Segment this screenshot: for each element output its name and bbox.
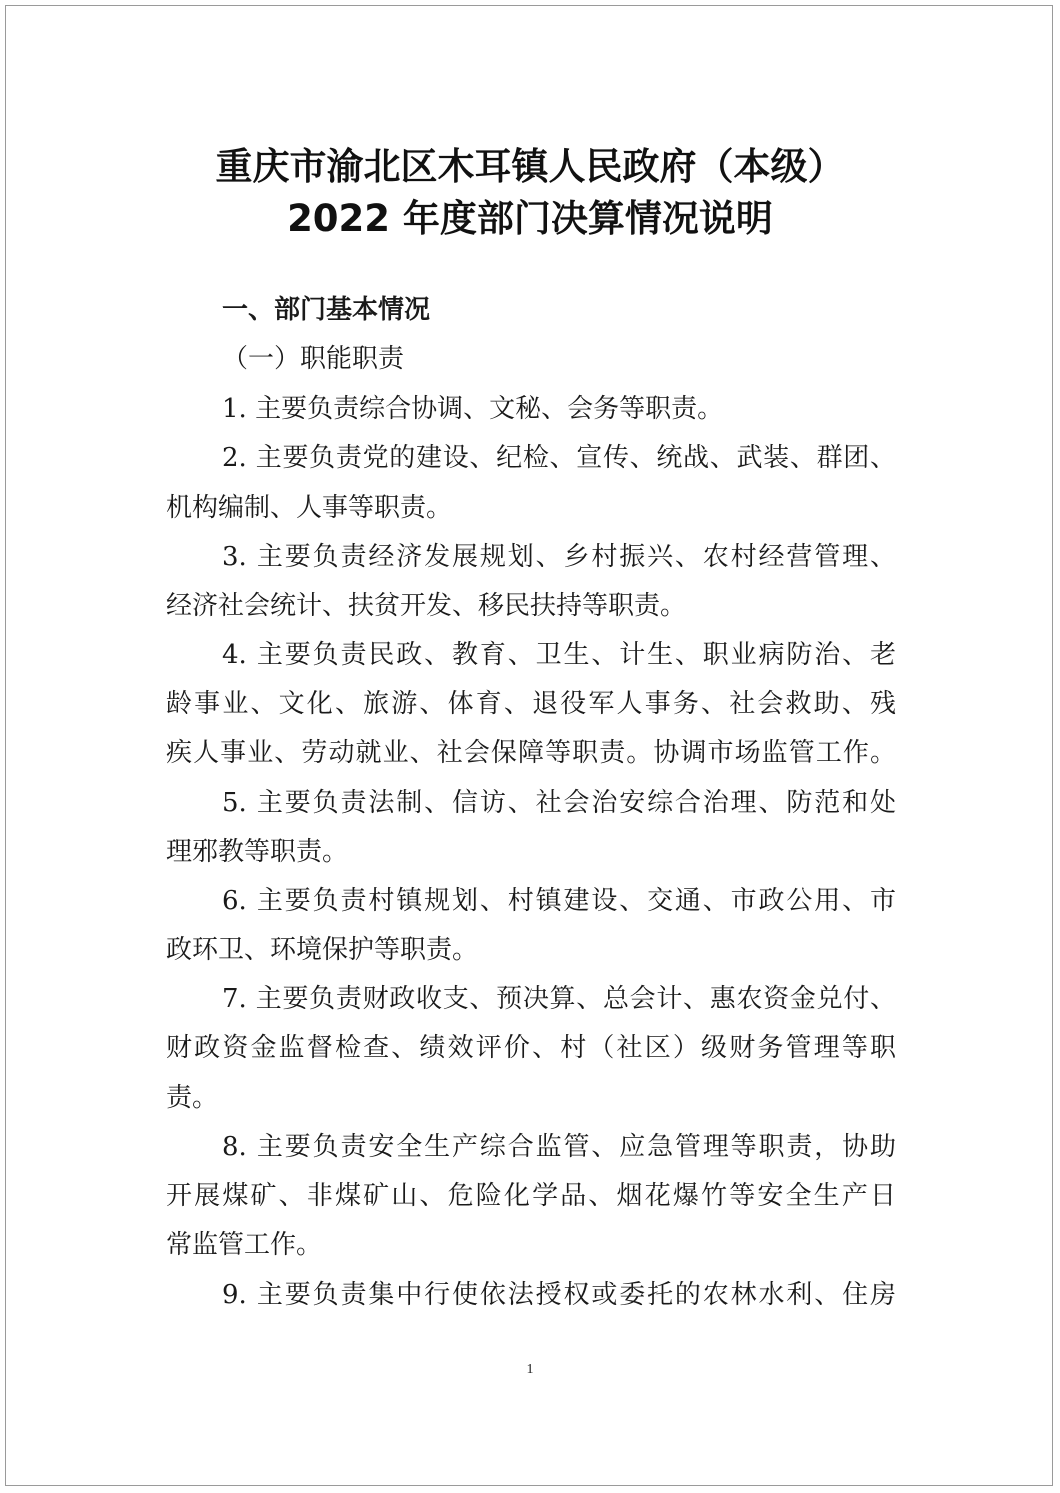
paragraph-line: 责。 [166,1083,219,1113]
page-number: 1 [526,1362,534,1377]
paragraph-line: 4. 主要负责民政、教育、卫生、计生、职业病防治、老 [222,640,896,670]
paragraph-line: 8. 主要负责安全生产综合监管、应急管理等职责，协助 [222,1132,896,1162]
paragraph-line: 3. 主要负责经济发展规划、乡村振兴、农村经营管理、 [222,542,896,572]
paragraph-line: 政环卫、环境保护等职责。 [166,935,479,965]
paragraph-line: 6. 主要负责村镇规划、村镇建设、交通、市政公用、市 [222,886,896,916]
paragraph-line: 理邪教等职责。 [166,837,349,867]
paragraph-line: 财政资金监督检查、绩效评价、村（社区）级财务管理等职 [166,1033,896,1063]
section-heading: 一、部门基本情况 [222,295,431,325]
paragraph-line: 5. 主要负责法制、信访、社会治安综合治理、防范和处 [222,788,896,818]
document-title-line-1: 重庆市渝北区木耳镇人民政府（本级） [215,145,845,188]
paragraph-line: 龄事业、文化、旅游、体育、退役军人事务、社会救助、残 [166,689,896,719]
subsection-heading: （一）职能职责 [222,344,405,374]
paragraph-line: 2. 主要负责党的建设、纪检、宣传、统战、武装、群团、 [222,443,896,473]
paragraph-line: 开展煤矿、非煤矿山、危险化学品、烟花爆竹等安全生产日 [166,1181,896,1211]
paragraph-line: 9. 主要负责集中行使依法授权或委托的农林水利、住房 [222,1280,896,1310]
paragraph-line: 常监管工作。 [166,1230,323,1260]
paragraph-line: 1. 主要负责综合协调、文秘、会务等职责。 [222,394,724,424]
paragraph-line: 7. 主要负责财政收支、预决算、总会计、惠农资金兑付、 [222,984,896,1014]
paragraph-line: 机构编制、人事等职责。 [166,493,453,523]
document-title-line-2: 2022 年度部门决算情况说明 [287,197,773,240]
paragraph-line: 经济社会统计、扶贫开发、移民扶持等职责。 [166,591,687,621]
paragraph-line: 疾人事业、劳动就业、社会保障等职责。协调市场监管工作。 [166,738,896,768]
